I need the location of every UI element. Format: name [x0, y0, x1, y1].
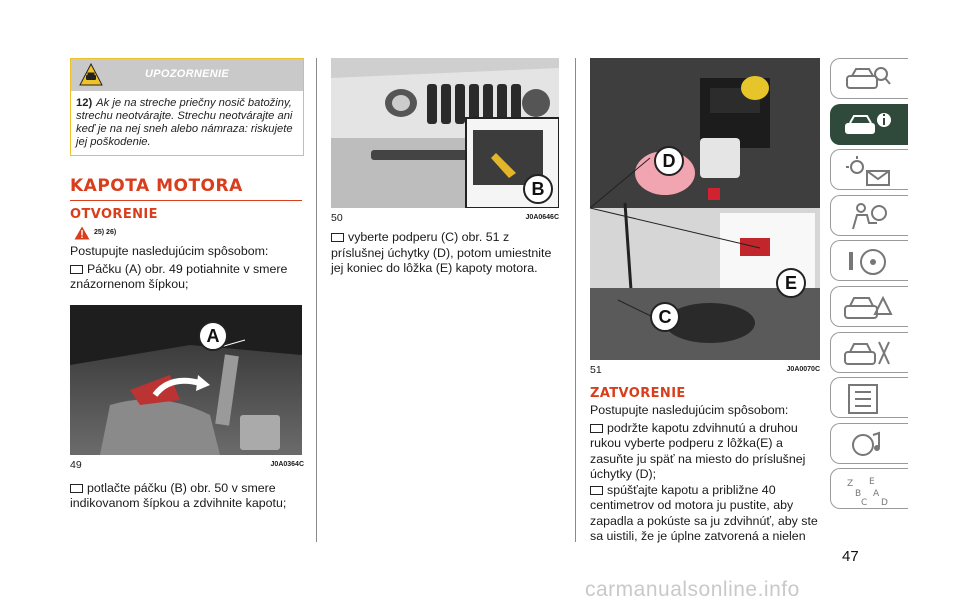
bullet-icon: [590, 486, 603, 495]
open-step-2: [70, 481, 304, 512]
tab-warnings[interactable]: [830, 286, 908, 327]
figure-49-code: J0A0364C: [270, 460, 304, 468]
tab-driving[interactable]: [830, 240, 908, 281]
multimedia-icon: [843, 429, 893, 461]
tab-safety[interactable]: [830, 195, 908, 236]
watermark: carmanualsonline.info: [585, 578, 800, 601]
page-number: 47: [842, 548, 859, 565]
checklist-icon: [843, 383, 893, 415]
car-search-icon: [843, 64, 893, 96]
figure-50-label: B: [523, 174, 553, 204]
warning-refs: [70, 226, 304, 242]
car-warning-icon: [843, 292, 893, 324]
refs-text: 25) 26): [94, 229, 117, 236]
svg-text:B: B: [855, 489, 862, 500]
svg-text:Z: Z: [847, 479, 854, 490]
svg-text:E: E: [869, 477, 875, 488]
tab-car-search[interactable]: [830, 58, 908, 99]
figure-49-photo: [70, 305, 302, 455]
warning-box: [70, 58, 304, 156]
bullet-icon: [70, 265, 83, 274]
tab-emergency[interactable]: [830, 332, 908, 373]
figure-50-photo: [331, 58, 559, 208]
tab-multimedia[interactable]: [830, 423, 908, 464]
column-2: [331, 58, 559, 277]
figure-49-number: 49: [70, 458, 82, 471]
bullet-icon: [590, 424, 603, 433]
close-step-1: [590, 421, 820, 483]
figure-51-code: J0A0070C: [786, 366, 820, 373]
alphabet-index-icon: [843, 474, 893, 506]
car-info-icon: [843, 110, 893, 142]
svg-text:D: D: [881, 498, 888, 507]
figure-51-label-d: D: [654, 146, 684, 176]
open-step-2-text: potlačte páčku (B) obr. 50 v smere indikovanom šípkou a zdvihnite kapotu;: [70, 480, 287, 510]
open-step-3: [331, 230, 559, 277]
figure-51-label-c: C: [650, 302, 680, 332]
tab-car-info[interactable]: [830, 104, 908, 145]
tab-lights[interactable]: [830, 149, 908, 190]
close-intro: Postupujte nasledujúcim spôsobom:: [590, 403, 789, 417]
column-3: [590, 58, 820, 545]
warning-title: UPOZORNENIE: [145, 68, 229, 80]
bullet-icon: [70, 484, 83, 493]
column-separator: [575, 58, 576, 542]
figure-51-photo: [590, 58, 820, 360]
svg-text:C: C: [861, 498, 868, 507]
section-rule: [70, 200, 302, 201]
close-step-2-text: spúšťajte kapotu a približne 40 centimetrov od motora ju pustite, aby zapadla a pokúste sa ju zdvihnúť, aby ste sa uistili, že je úplne zatvorená a nielen: [590, 482, 818, 543]
figure-50-number: 50: [331, 212, 343, 224]
chapter-tabs: [830, 58, 908, 514]
figure-49-label: A: [198, 321, 228, 351]
bullet-icon: [331, 233, 344, 242]
tab-maintenance[interactable]: [830, 377, 908, 418]
warning-body: Ak je na streche priečny nosič batožiny, strechu neotvárajte. Strechu neotvárajte ani keď je na nej sneh alebo námraza: riskujete jej poškodenie.: [76, 97, 293, 148]
figure-51-number: 51: [590, 364, 602, 376]
close-step-1-text: podržte kapotu zdvihnutú a druhou rukou vyberte podperu z lôžka(E) a zasuňte ju späť na miesto do príslušnej úchytky (D);: [590, 420, 806, 481]
figure-50-code: J0A0646C: [525, 214, 559, 221]
open-title: OTVORENIE: [70, 207, 158, 222]
close-step-2: [590, 483, 820, 545]
warning-text: [71, 91, 303, 155]
open-intro: Postupujte nasledujúcim spôsobom:: [70, 244, 269, 258]
close-title: ZATVORENIE: [590, 386, 686, 401]
figure-51-caption: [590, 364, 820, 378]
tab-index[interactable]: [830, 468, 908, 509]
warning-header: [71, 59, 303, 91]
open-step-1-text: Páčku (A) obr. 49 potiahnite v smere znázornenom šípkou;: [70, 261, 288, 291]
car-tools-icon: [843, 338, 893, 370]
column-separator: [316, 58, 317, 542]
warning-triangle-icon: [74, 226, 90, 240]
warning-number: 12): [76, 97, 93, 109]
steering-wheel-icon: [843, 246, 893, 278]
light-envelope-icon: [843, 155, 893, 187]
column-1: [70, 58, 304, 512]
airbag-person-icon: [843, 201, 893, 233]
figure-51-label-e: E: [776, 268, 806, 298]
engine-bay-illustration: [590, 58, 820, 360]
pedals-illustration: [70, 305, 302, 455]
open-step-3-text: vyberte podperu (C) obr. 51 z príslušnej úchytky (D), potom umiestnite jej koniec do lôžka (E) kapoty motora.: [331, 230, 552, 275]
svg-text:A: A: [873, 489, 880, 500]
figure-49-caption: [70, 459, 304, 473]
figure-50-caption: [331, 212, 559, 226]
section-title: KAPOTA MOTORA: [70, 176, 243, 196]
open-step-1: [70, 262, 304, 293]
